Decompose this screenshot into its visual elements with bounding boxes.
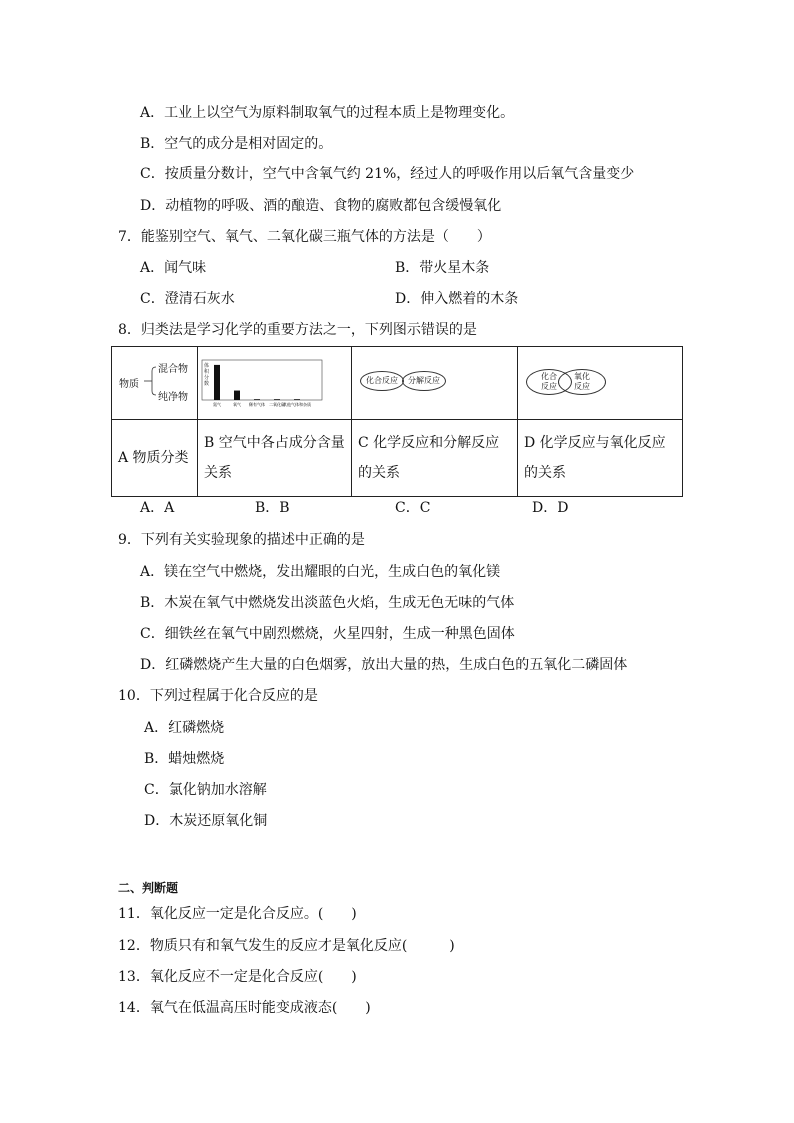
q6-option-a: A．工业上以空气为原料制取氧气的过程本质上是物理变化。 [140,105,515,121]
ellipse-decomposition-reaction: 分解反应 [402,371,446,391]
q9-stem: 9．下列有关实验现象的描述中正确的是 [118,532,365,548]
bar-label-2: 稀有气体 [249,402,265,407]
q8-stem: 8．归类法是学习化学的重要方法之一，下列图示错误的是 [118,322,477,338]
q7-option-c: C．澄清石灰水 [140,291,235,307]
q6-option-b: B．空气的成分是相对固定的。 [140,136,333,152]
q8-caption-a: A 物质分类 [112,420,198,497]
bar-label-1: 氧气 [233,402,241,407]
q10-option-a: A．红磷燃烧 [144,720,225,736]
q8-option-c: C．C [395,500,431,516]
diagram-root-label: 物质 [119,379,139,390]
q9-option-c: C．细铁丝在氧气中剧烈燃烧，火星四射，生成一种黑色固体 [140,626,515,642]
judge-item-12: 12．物质只有和氧气发生的反应才是氧化反应( ) [118,938,455,954]
q10-option-d: D．木炭还原氧化铜 [144,813,268,829]
q8-caption-d: D 化学反应与氧化反应的关系 [518,420,683,497]
air-composition-bar-chart [198,347,350,415]
q7-option-a: A．闻气味 [140,260,207,276]
q6-option-d: D．动植物的呼吸、酒的酿造、食物的腐败都包含缓慢氧化 [140,198,502,214]
bar-2 [254,399,260,400]
ellipse-combination-label: 化合反应 [541,372,557,391]
bar-0 [214,365,220,400]
q9-option-d: D．红磷燃烧产生大量的白色烟雾，放出大量的热，生成白色的五氧化二磷固体 [140,657,628,673]
q7-stem: 7．能鉴别空气、氧气、二氧化碳三瓶气体的方法是（ ） [118,229,491,245]
bar-1 [234,391,240,400]
q8-figure-d-cell [518,347,683,420]
q8-option-a: A．A [140,500,175,516]
section-title-judgement: 二、判断题 [118,881,179,895]
ellipse-combination-reaction: 化合反应 [360,371,404,391]
q7-option-d: D．伸入燃着的木条 [395,291,519,307]
bar-label-4: 其他气体和杂质 [283,402,311,407]
q9-option-a: A．镁在空气中燃烧，发出耀眼的白光，生成白色的氧化镁 [140,564,501,580]
bar-label-3: 二氧化碳 [269,402,285,407]
q8-caption-c: C 化学反应和分解反应的关系 [352,420,518,497]
ellipse-oxidation-label: 氧化反应 [574,372,590,391]
diagram-branch-pure: 纯净物 [158,392,188,403]
q6-option-c: C．按质量分数计，空气中含氧气约 21%，经过人的呼吸作用以后氧气含量变少 [140,166,635,182]
chart-ylabel: 体积分数 [204,363,210,387]
judge-item-14: 14．氧气在低温高压时能变成液态( ) [118,1000,371,1016]
q8-figure-b-cell [198,347,352,420]
q10-stem: 10．下列过程属于化合反应的是 [118,688,318,704]
bar-label-0: 氮气 [213,402,221,407]
q10-option-b: B．蜡烛燃烧 [144,751,225,767]
diagram-branch-mixture: 混合物 [158,364,188,375]
q10-option-c: C．氯化钠加水溶解 [144,782,267,798]
q8-option-d: D．D [532,500,569,516]
bar-3 [274,399,280,400]
q8-figure-a-cell [112,347,198,420]
q7-option-b: B．带火星木条 [395,260,490,276]
q8-figure-c-cell [352,347,518,420]
q8-caption-b: B 空气中各占成分含量关系 [198,420,352,497]
q9-option-b: B．木炭在氧气中燃烧发出淡蓝色火焰，生成无色无味的气体 [140,595,515,611]
judge-item-11: 11．氧化反应一定是化合反应。( ) [118,906,357,922]
bar-4 [294,399,300,400]
ellipse-oxidation-reaction [558,369,606,395]
q8-table [111,346,683,497]
judge-item-13: 13．氧化反应不一定是化合反应( ) [118,969,357,985]
q8-option-b: B．B [255,500,290,516]
